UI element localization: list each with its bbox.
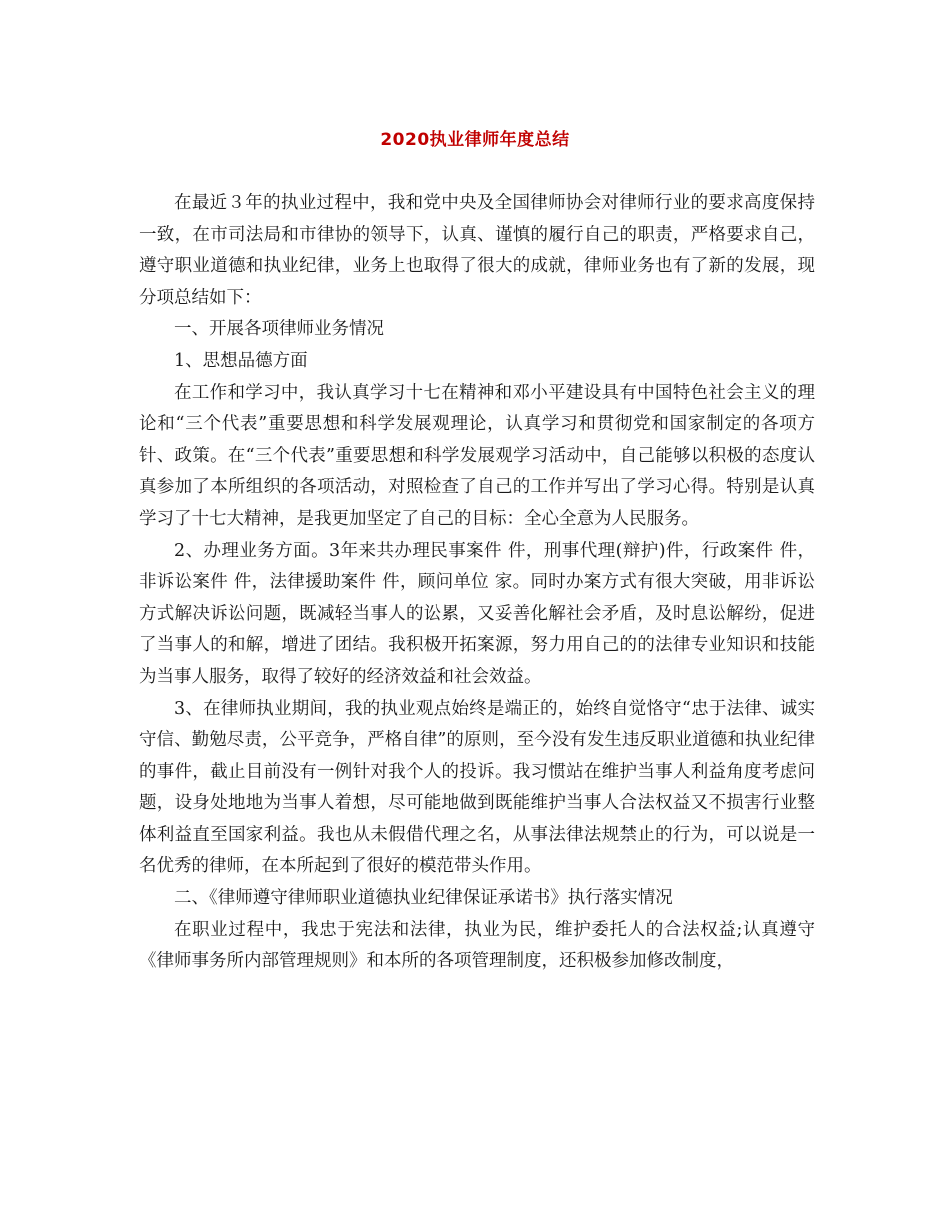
section-heading-2: 二、《律师遵守律师职业道德执业纪律保证承诺书》执行落实情况 — [174, 888, 673, 909]
subsection-heading-1: 1、思想品德方面 — [174, 350, 308, 371]
document-body — [139, 188, 815, 978]
section-heading-1: 一、开展各项律师业务情况 — [174, 319, 384, 340]
paragraph-conduct: 3、在律师执业期间，我的执业观点始终是端正的，始终自觉恪守“忠于法律、诚实守信、勤勉尽责，公平竞争，严格自律”的原则，至今没有发生违反职业道德和执业纪律的事件，截止目前没有一例针对我个人的投诉。我习惯站在维护当事人利益角度考虑问题，设身处地地为当事人着想，尽可能地做到既能维护当事人合法权益又不损害行业整体利益直至国家利益。我也从未假借代理之名，从事法律法规禁止的行为，可以说是一名优秀的律师，在本所起到了很好的模范带头作用。 — [139, 698, 815, 877]
paragraph-compliance: 在职业过程中，我忠于宪法和法律，执业为民，维护委托人的合法权益;认真遵守《律师事务所内部管理规则》和本所的各项管理制度，还积极参加修改制度， — [139, 919, 815, 972]
document-title: 2020执业律师年度总结 — [380, 130, 570, 150]
paragraph-intro: 在最近３年的执业过程中，我和党中央及全国律师协会对律师行业的要求高度保持一致，在市司法局和市律协的领导下，认真、谨慎的履行自己的职责，严格要求自己，遵守职业道德和执业纪律，业务上也取得了很大的成就，律师业务也有了新的发展，现分项总结如下： — [139, 193, 815, 308]
paragraph-ideology: 在工作和学习中，我认真学习十七在精神和邓小平建设具有中国特色社会主义的理论和“三个代表”重要思想和科学发展观理论，认真学习和贯彻党和国家制定的各项方针、政策。在“三个代表”重要思想和科学发展观学习活动中，自己能够以积极的态度认真参加了本所组织的各项活动，对照检查了自己的工作并写出了学习心得。特别是认真学习了十七大精神，是我更加坚定了自己的目标：全心全意为人民服务。 — [139, 382, 815, 529]
paragraph-business: 2、办理业务方面。3年来共办理民事案件 件，刑事代理(辩护)件，行政案件 件，非诉讼案件 件，法律援助案件 件，顾问单位 家。同时办案方式有很大突破，用非诉讼方式解决诉讼问题，既减轻当事人的讼累，又妥善化解社会矛盾，及时息讼解纷，促进了当事人的和解，增进了团结。我积极开拓案源，努力用自己的的法律专业知识和技能为当事人服务，取得了较好的经济效益和社会效益。 — [139, 540, 815, 687]
